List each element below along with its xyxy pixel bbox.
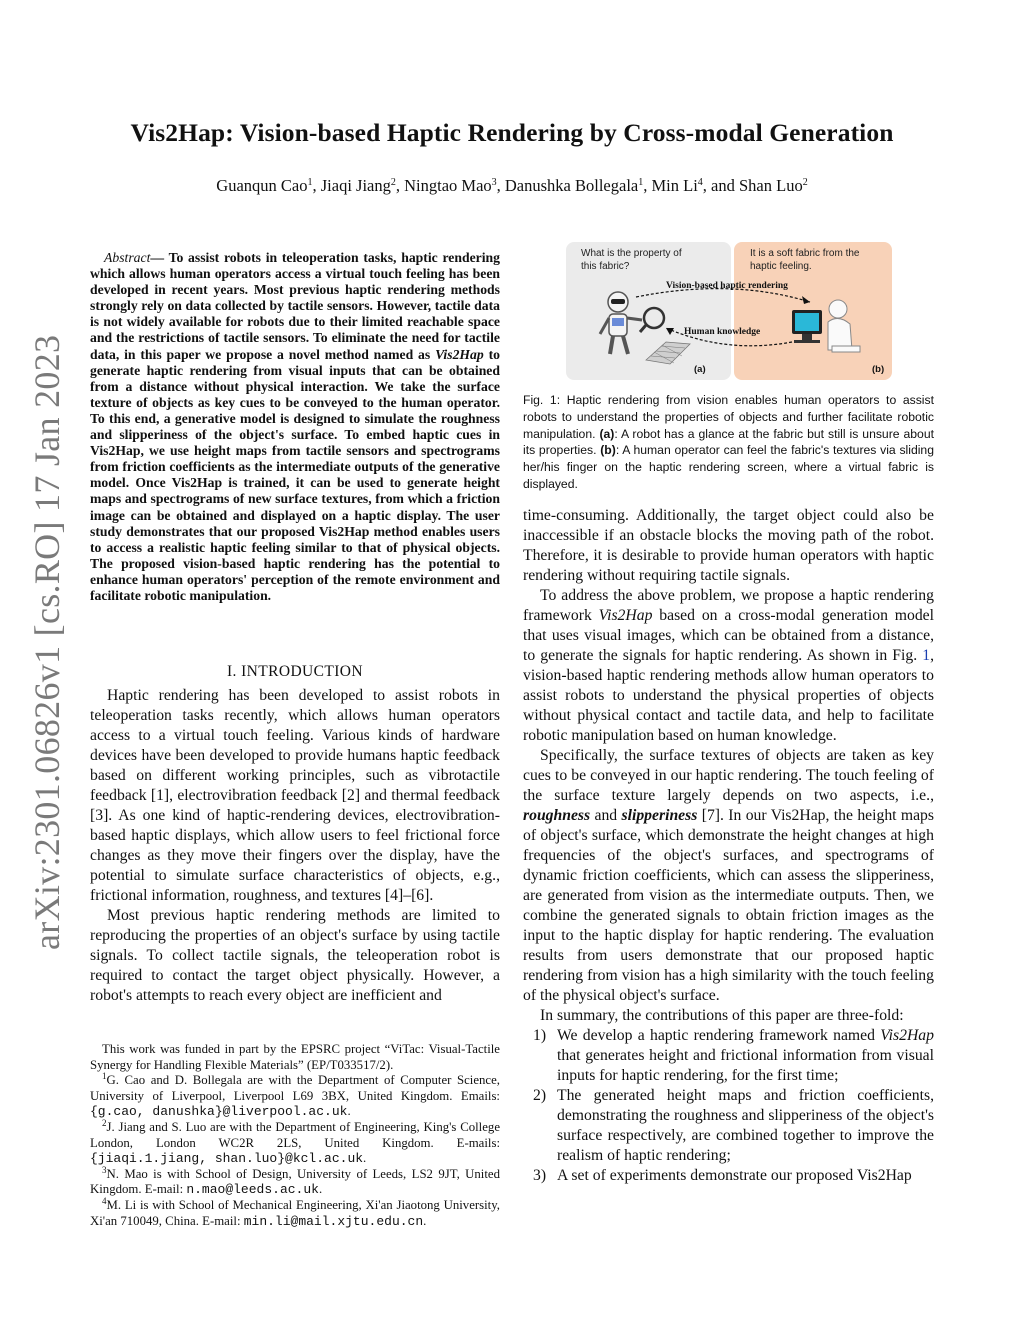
caption-mark: (b) — [600, 443, 616, 458]
method-name: Vis2Hap — [435, 346, 484, 362]
footnote-period: . — [347, 1104, 351, 1119]
footnote-period: . — [363, 1151, 367, 1166]
footnote-text: G. Cao and D. Bollegala are with the Department of Computer Science, University of Liverpool, Liverpool L69 3BX, United Kingdom. Emails: — [90, 1073, 500, 1103]
list-text: The generated height maps and friction coefficients, demonstrating the roughness and slipperiness of the object's surface respectively, are combined together to improve the realism of haptic rendering; — [557, 1087, 934, 1164]
footnote-period: . — [318, 1182, 323, 1197]
arxiv-identifier: arXiv:2301.06826v1 [cs.RO] 17 Jan 2023 — [27, 334, 67, 950]
question-text-line-2: this fabric? — [581, 261, 630, 272]
affiliation-mark: 2 — [390, 177, 396, 188]
paragraph: In summary, the contributions of this paper are three-fold: — [540, 1007, 904, 1024]
affiliation-mark: 2 — [802, 177, 808, 188]
method-name: Vis2Hap — [598, 607, 653, 624]
author: Ningtao Mao — [404, 176, 492, 195]
panel-label-b: (b) — [872, 364, 885, 375]
email: {g.cao, danushka}@liverpool.ac.uk — [90, 1104, 348, 1120]
author: Min Li — [651, 176, 698, 195]
author: Guanqun Cao — [216, 176, 308, 195]
author-list — [0, 176, 1024, 196]
right-column-text — [523, 506, 934, 1186]
figure-reference-link[interactable]: 1 — [922, 647, 931, 664]
footnote-text: J. Jiang and S. Luo are with the Department of Engineering, King's College London, London WC2R 2LS, United Kingdom. E-mails: — [90, 1119, 500, 1150]
paragraph-text: , vision-based haptic rendering methods allow human operators to assist robots to understand the physical properties of objects without physical contact and tactile data, and help to facilitate robotic manipulation based on human knowledge. — [523, 647, 934, 744]
paragraph: Most previous haptic rendering methods are limited to reproducing the properties of an object's surface by using tactile signals. To collect tactile signals, the teleoperation robot is required to contact the target object physically. However, a robot's attempts to reach every object are inefficient and — [90, 907, 500, 1004]
paper-title: Vis2Hap: Vision-based Haptic Rendering by Cross-modal Generation — [130, 118, 894, 147]
caption-text: Fig. 1: Haptic rendering from vision enables human operators to assist robots to understand the properties of objects and further facilitate robotic manipulation. — [523, 393, 934, 441]
list-number: 2) — [533, 1087, 547, 1104]
author: Jiaqi Jiang — [320, 176, 391, 195]
footnote-text: N. Mao is with School of Design, University of Leeds, LS2 9JT, United Kingdom. E-mail: — [90, 1166, 500, 1197]
arrow-label-bottom: Human knowledge — [684, 327, 761, 337]
list-item — [523, 1026, 934, 1086]
author-separator: , — [496, 176, 505, 195]
arrow-label-top: Vision-based haptic rendering — [666, 281, 788, 291]
caption-text: : A human operator can feel the fabric's textures via sliding her/his finger on the haptic rendering screen, where a virtual fabric is displayed. — [523, 443, 934, 491]
footnote-mark: 4 — [102, 1195, 107, 1206]
affiliation-mark: 4 — [697, 177, 703, 188]
figure-caption — [523, 392, 934, 493]
list-text: A set of experiments demonstrate our proposed Vis2Hap — [557, 1167, 912, 1184]
footnotes — [90, 1042, 500, 1229]
footnote-mark: 3 — [102, 1164, 107, 1175]
list-number: 1) — [533, 1027, 547, 1044]
panel-label-a: (a) — [694, 364, 706, 375]
abstract-label: Abstract — [104, 250, 151, 265]
paragraph-text: To address the above problem, we propose a haptic rendering framework — [523, 587, 934, 624]
footnote-mark: 2 — [102, 1117, 107, 1128]
email: n.mao@leeds.ac.uk — [186, 1182, 319, 1198]
author: Shan Luo — [738, 176, 803, 195]
footnote-text: M. Li is with School of Mechanical Engineering, Xi'an Jiaotong University, Xi'an 710049, China. E-mail: — [90, 1197, 500, 1228]
email: min.li@mail.xjtu.edu.cn — [243, 1213, 424, 1229]
paragraph-text: and — [590, 807, 622, 824]
answer-text-line-1: It is a soft fabric from the — [750, 248, 860, 259]
footnote-period: . — [423, 1213, 427, 1228]
author-separator: , — [395, 176, 405, 195]
paragraph: Haptic rendering has been developed to assist robots in teleoperation tasks recently, which allows human operators access to a virtual touch feeling. Various kinds of hardware devices have been developed to provide humans haptic feedback based on different working principles, such as vibrotactile feedback [1], electrovibration feedback [2] and thermal feedback [3]. As one kind of haptic-rendering devices, electrovibration-based haptic displays, which allow users to feel frictional force changes as they move their fingers over the display, have the potential to simulate surface characteristics of objects, e.g., frictional information, roughness, and textures [4]–[6]. — [90, 687, 500, 904]
abstract-text: to generate haptic rendering from visual inputs that can be obtained from a distance without physical interaction. We take the surface texture of objects as key cues to be conveyed to the human operator. To this end, a generative model is designed to simulate the roughness and slipperiness of the object's surface. To embed haptic cues in Vis2Hap, we use height maps from tactile sensors and spectrograms from friction coefficients as the intermediate outputs of the generative model. Once Vis2Hap is trained, it can be used to generate height maps and spectrograms of new surface textures, from which a friction image can be obtained and displayed on a haptic display. The user study demonstrates that our proposed Vis2Hap method enables users to access a realistic haptic feeling similar to that of physical objects. The proposed vision-based haptic rendering has the potential to enhance human operators' perception of the remote environment and facilitate robotic manipulation. — [90, 346, 500, 603]
paragraph — [523, 746, 934, 1006]
funding-note: This work was funded in part by the EPSRC project “ViTac: Visual-Tactile Synergy for Handling Flexible Materials” (EP/T033517/2). — [90, 1042, 500, 1072]
contributions-list — [523, 1026, 934, 1186]
footnote — [90, 1164, 500, 1198]
keyword-roughness: roughness — [523, 807, 591, 824]
paragraph-text: based on a cross-modal generation model that uses visual images, which can be obtained from a distance, to generate the signals for haptic rendering. As shown in Fig. — [523, 607, 934, 664]
figure-1 — [566, 242, 892, 380]
footnote-mark: 1 — [102, 1071, 107, 1082]
affiliation-mark: 1 — [307, 177, 313, 188]
author: Danushka Bollegala — [504, 176, 639, 195]
author-separator: , and — [702, 176, 739, 195]
list-text: We develop a haptic rendering framework named — [557, 1027, 881, 1044]
abstract-text: To assist robots in teleoperation tasks, haptic rendering which allows human operators access a virtual touch feeling has been developed in recent years. Most previous haptic rendering methods strongly rely on data collected by tactile sensors. However, tactile data is not widely available for robots due to their limited reachable space and the restrictions of tactile sensors. To eliminate the need for tactile data, in this paper we propose a novel method named as — [90, 250, 500, 362]
caption-mark: (a) — [599, 426, 615, 441]
abstract — [90, 250, 500, 604]
list-item — [523, 1086, 934, 1166]
paragraph-text: [7]. In our Vis2Hap, the height maps of object's surface, which demonstrate the height changes at high frequencies of the object's surfaces, and spectrograms of dynamic friction coefficients, which can assess the slipperiness, are generated from vision as the intermediate outputs. Then, we combine the generated signals to obtain friction images as the input to the haptic display for haptic rendering. The evaluation results from users demonstrate that our proposed haptic rendering from vision has a high similarity with the touch feeling of the physical object's surface. — [523, 807, 935, 1004]
section-heading: I. INTRODUCTION — [226, 663, 363, 680]
question-text-line-1: What is the property of — [581, 248, 682, 259]
list-text: that generates height and frictional information from visual inputs for haptic rendering, for the first time; — [557, 1047, 934, 1084]
paragraph — [523, 586, 934, 746]
caption-text: : A robot has a glance at the fabric but still is unsure about its properties. — [523, 426, 934, 458]
keyword-slipperiness: slipperiness — [621, 807, 698, 824]
footnote — [90, 1117, 500, 1167]
affiliation-mark: 3 — [491, 177, 497, 188]
footnote — [90, 1073, 500, 1120]
footnote — [90, 1195, 500, 1229]
affiliation-mark: 1 — [638, 177, 644, 188]
paragraph: time-consuming. Additionally, the target object could also be inaccessible if an obstacle blocks the moving path of the robot. Therefore, it is desirable to provide human operators with haptic rendering without requiring tactile signals. — [523, 507, 934, 584]
list-number: 3) — [533, 1167, 547, 1184]
paragraph-text: Specifically, the surface textures of objects are taken as key cues to be conveyed in our haptic rendering. The touch feeling of the surface texture largely depends on two aspects, i.e., — [523, 747, 934, 804]
author-separator: , — [643, 176, 652, 195]
introduction-text — [90, 686, 500, 1006]
email: {jiaqi.1.jiang, shan.luo}@kcl.ac.uk — [90, 1151, 364, 1167]
abstract-dash: — — [150, 250, 169, 265]
author-separator: , — [312, 176, 321, 195]
list-item — [523, 1166, 934, 1186]
answer-text-line-2: haptic feeling. — [750, 261, 812, 272]
method-name: Vis2Hap — [880, 1027, 934, 1044]
